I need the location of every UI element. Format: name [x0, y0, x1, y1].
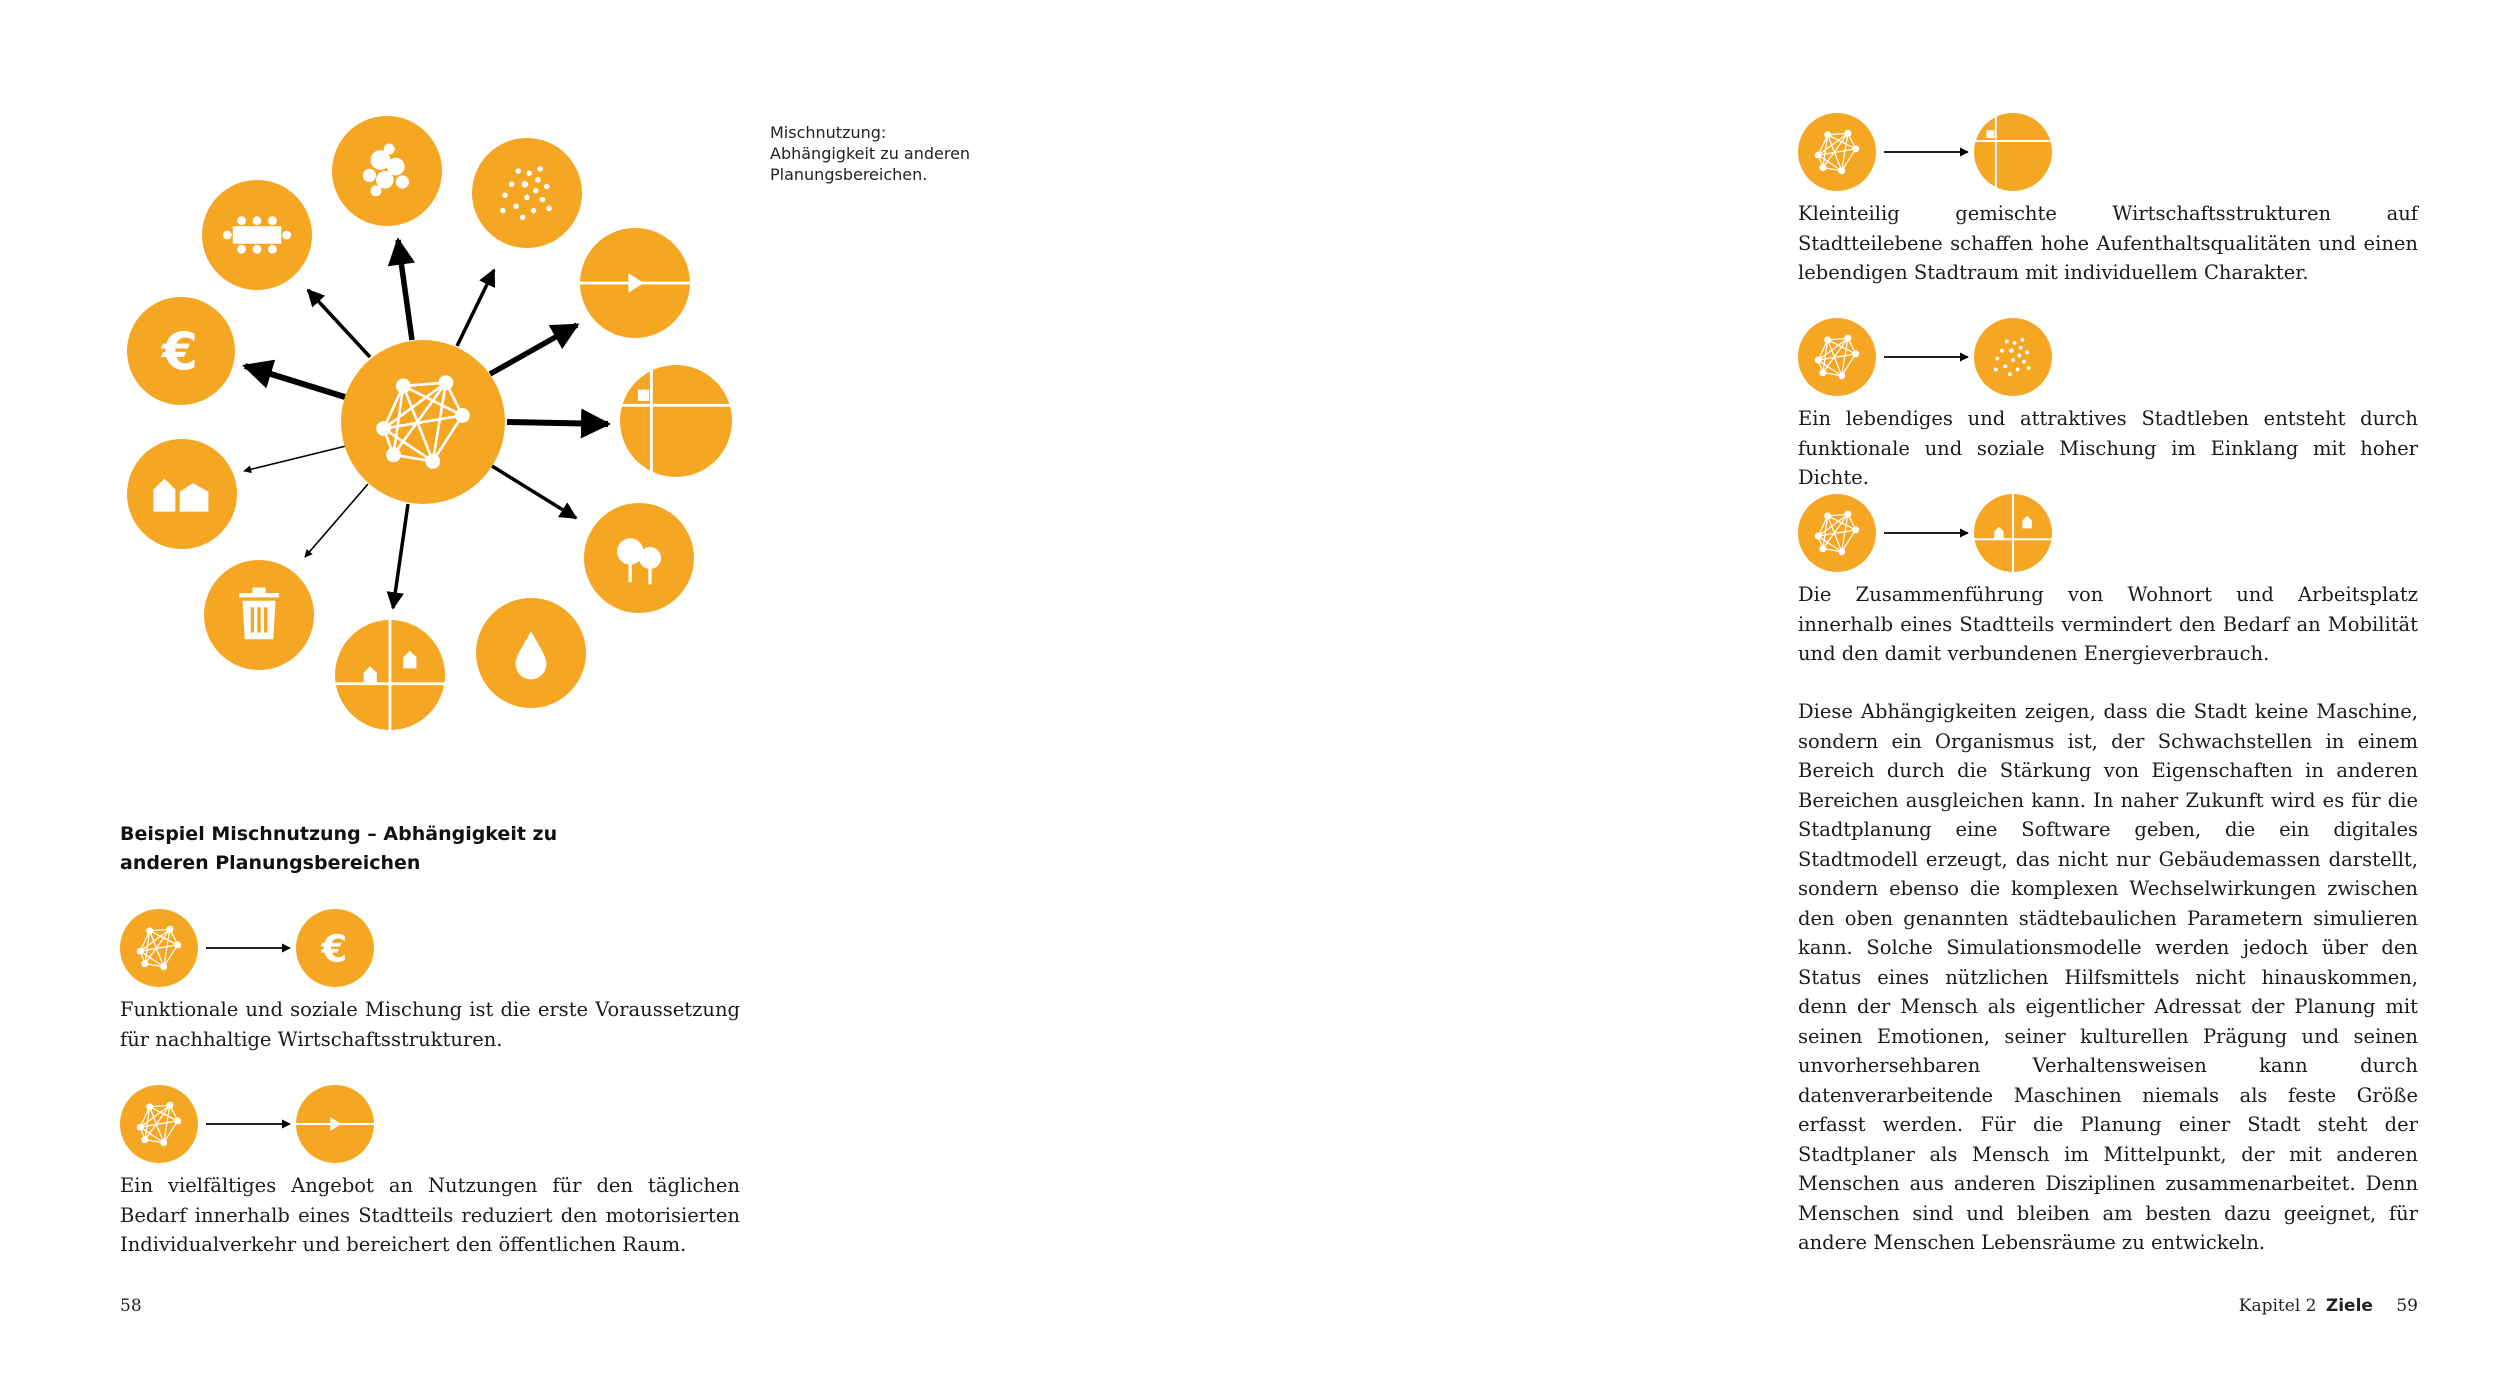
- arrow-to-green: [492, 466, 576, 518]
- item-text: Ein vielfältiges Angebot an Nutzungen für den täglichen Bedarf innerhalb eines Stadtteils reduziert den motorisierten Individualverkehr und bereichert den öffentlichen Raum.: [120, 1174, 740, 1256]
- drop-icon: [476, 598, 586, 708]
- arrow-to-density: [457, 270, 494, 346]
- arrow-to-culture: [398, 240, 412, 340]
- grid-icon: [620, 365, 732, 477]
- arrow-to-economy: [245, 366, 345, 397]
- network-icon: [120, 909, 198, 987]
- page-number-left: 58: [120, 1296, 142, 1316]
- dependency-row: [1798, 318, 2058, 398]
- network-icon: [120, 1085, 198, 1163]
- item-text: Ein lebendiges und attraktives Stadtleben entsteht durch funktionale und soziale Mischung im Einklang mit hoher Dichte.: [1798, 407, 2418, 489]
- path-icon: [296, 1085, 374, 1163]
- euro-icon: [296, 909, 374, 987]
- item-text: Kleinteilig gemischte Wirtschaftsstrukturen auf Stadtteilebene schaffen hohe Aufenthaltsqualitäten und einen lebendigen Stadtraum mit individuellem Charakter.: [1798, 202, 2418, 284]
- arrow-to-urban-structure: [507, 422, 608, 424]
- arrow-to-housing-work: [393, 504, 408, 608]
- dots-icon: [1974, 318, 2052, 396]
- dots-icon: [472, 138, 582, 248]
- trees-icon: [584, 503, 694, 613]
- blob-icon: [332, 116, 442, 226]
- body-paragraph: Diese Abhängigkeiten zeigen, dass die Stadt keine Maschine, sondern ein Organismus ist, der Schwachstellen in einem Bereich durch die Stärkung von Eigenschaften in anderen Bereichen ausgleichen kann. In naher Zukunft wird es für die Stadtplanung eine Software geben, die ein digitales Stadtmodell erzeugt, das nicht nur Gebäudemassen darstellt, sondern ebenso die komplexen Wechselwirkungen zwischen den oben genannten städtebaulichen Parametern simulieren kann. Solche Simulationsmodelle werden jedoch über den Status eines nützlichen Hilfsmittels nicht hinauskommen, denn der Mensch als eigentlicher Adressat der Planung mit seinen Emotionen, seiner kulturellen Prägung und seinen unvorhersehbaren Verhaltensweisen kann durch datenverarbeitende Maschinen niemals als feste Größe erfasst werden. Für die Planung einer Stadt steht der Stadtplaner als Mensch im Mittelpunkt, der mit anderen Menschen aus anderen Disziplinen zusammenarbeitet. Denn Menschen sind und bleiben am besten dazu geeignet, für andere Menschen Lebensräume zu entwickeln.: [1798, 700, 2418, 1254]
- caption-line: Mischnutzung:: [770, 123, 887, 142]
- euro-icon: [127, 297, 235, 405]
- network-icon: [1798, 113, 1876, 191]
- grid-icon: [1974, 113, 2052, 191]
- dependency-row: [1798, 113, 2058, 193]
- trash-icon: [204, 560, 314, 670]
- network-icon: [1798, 494, 1876, 572]
- path-icon: [580, 228, 690, 338]
- caption-line: Abhängigkeit zu anderen: [770, 144, 971, 163]
- arrow-to-social: [308, 290, 370, 357]
- dependency-row: [120, 909, 380, 989]
- arrow-to-mobility: [490, 325, 577, 374]
- houses-grid-icon: [335, 620, 445, 730]
- arrow-to-waste: [305, 484, 368, 557]
- item-text: Funktionale und soziale Mischung ist die erste Voraussetzung für nachhaltige Wirtschaftsstrukturen.: [120, 998, 740, 1051]
- item-text: Die Zusammenführung von Wohnort und Arbeitsplatz innerhalb eines Stadtteils vermindert den Bedarf an Mobilität und den damit verbundenen Energieverbrauch.: [1798, 583, 2418, 665]
- page-number-right: 59: [2396, 1296, 2418, 1316]
- mixed-use-diagram: [110, 100, 750, 740]
- houses-icon: [127, 439, 237, 549]
- section-heading: Beispiel Mischnutzung – Abhängigkeit zu anderen Planungsbereichen: [120, 823, 558, 874]
- running-footer: [2180, 1296, 2418, 1316]
- caption-line: Planungsbereichen.: [770, 165, 928, 184]
- chapter-label: Kapitel 2: [2238, 1296, 2317, 1316]
- houses-grid-icon: [1974, 494, 2052, 572]
- meeting-table-icon: [202, 180, 312, 290]
- dependency-row: [120, 1085, 380, 1165]
- network-icon: [1798, 318, 1876, 396]
- dependency-row: [1798, 494, 2058, 574]
- network-icon: [341, 340, 505, 504]
- chapter-title: Ziele: [2325, 1296, 2373, 1316]
- arrow-to-housing: [244, 446, 346, 471]
- figure-caption: [770, 122, 990, 185]
